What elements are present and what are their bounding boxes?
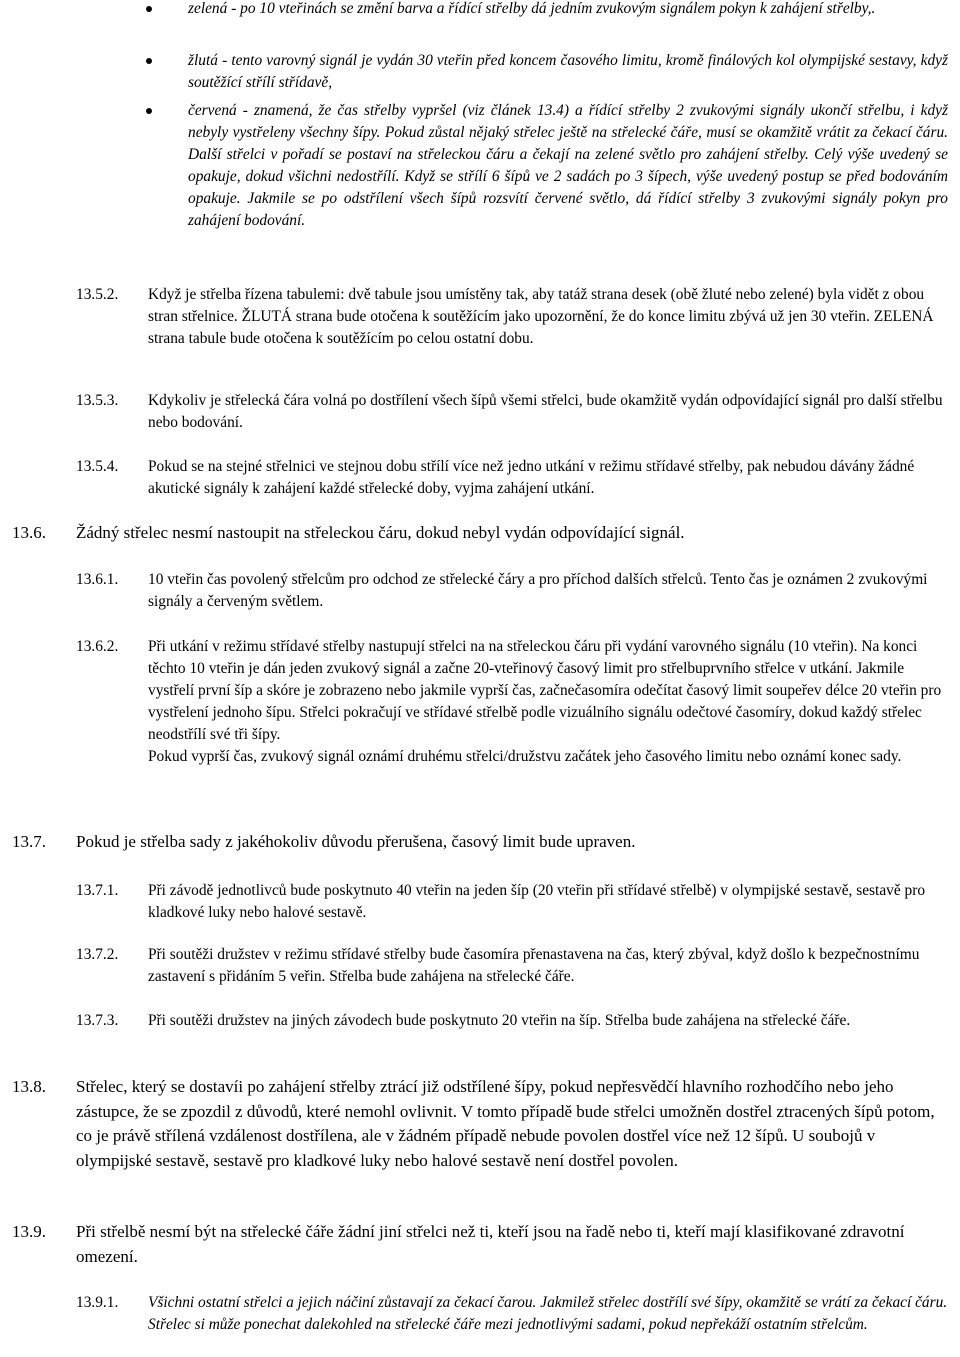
article-number: 13.7. xyxy=(12,832,46,851)
article-text: Při soutěži družstev v režimu střídavé střelby bude časomíra přenastavena na čas, který zbýval, když došlo k bezpečnostnímu zastavení s přidáním 5 veřin. Střelba bude zahájena na střelecké čáře. xyxy=(148,946,920,985)
article-number: 13.7.1. xyxy=(76,882,119,899)
article-number: 13.7.2. xyxy=(76,946,119,963)
article-text: Pokud se na stejné střelnici ve stejnou dobu střílí více než jedno utkání v režimu střídavé střelby, pak nebudou dávány žádné akutické signály k zahájení každé střelecké doby, vyjma zahájení utkání. xyxy=(148,458,915,497)
article-text: Střelec, který se dostavíi po zahájení střelby ztrácí již odstřílené šípy, pokud nepřesvědčí hlavního rozhodčího nebo jeho zástupce, že se zpozdil z důvodů, které nemohl ovlivnit. V tomto případě bude střelci umožněn dostřel ztracených šípů potom, co je právě střílená vzdálenost dostřílena, ale v žádném případě nebude povolen dostřel více než 12 šípů. U soubojů v olympijské sestavě, sestavě pro kladkové luky nebo halové sestavě není dostřel povolen. xyxy=(76,1077,935,1170)
article-text: Při závodě jednotlivců bude poskytnuto 40 vteřin na jeden šíp (20 vteřin při střídavé střelbě) v olympijské sestavě, sestavě pro kladkové luky nebo halové sestavě. xyxy=(148,882,926,921)
article-number: 13.6.2. xyxy=(76,638,119,655)
article-number: 13.7.3. xyxy=(76,1012,119,1029)
article-text: Pokud je střelba sady z jakéhokoliv důvodu přerušena, časový limit bude upraven. xyxy=(76,832,636,851)
article-text: Kdykoliv je střelecká čára volná po dostřílení všech šípů všemi střelci, bude okamžitě vydán odpovídající signál pro další střelbu nebo bodování. xyxy=(148,392,943,431)
article-text: Při soutěži družstev na jiných závodech bude poskytnuto 20 vteřin na šíp. Střelba bude zahájena na střelecké čáře. xyxy=(148,1012,851,1029)
article-text: Žádný střelec nesmí nastoupit na střeleckou čáru, dokud nebyl vydán odpovídající signál. xyxy=(76,523,685,542)
bullet-text: žlutá - tento varovný signál je vydán 30 vteřin před koncem časového limitu, kromě finálových kol olympijské sestavy, když soutěžící střílí střídavě, xyxy=(188,52,948,91)
bullet-dot-icon xyxy=(146,108,152,114)
bullet-dot-icon xyxy=(146,6,152,12)
article-number: 13.8. xyxy=(12,1077,46,1096)
article-number: 13.5.3. xyxy=(76,392,119,409)
article-number: 13.5.4. xyxy=(76,458,119,475)
article-number: 13.5.2. xyxy=(76,286,119,303)
bullet-dot-icon xyxy=(146,58,152,64)
article-text: Při utkání v režimu střídavé střelby nastupují střelci na na střeleckou čáru při vydání varovného signálu (10 vteřin). Na konci těchto 10 vteřin je dán jeden zvukový signál a začne 20-vteřinový časový limit pro střelbuprvního střelce v utkání. Jakmile vystřelí první šíp a skóre je zobrazeno nebo jakmile vyprší čas, začnečasomíra odečítat časový limit soupeřev délce 20 vteřin pro vystřelení jednoho šípu. Střelci pokračují ve střídavé střelbě podle vizuálního signálu odečtové časomíry, dokud každý střelec neodstřílí své tři šípy. xyxy=(148,638,942,743)
bullet-text: červená - znamená, že čas střelby vypršel (viz článek 13.4) a řídící střelby 2 zvukovými signály ukončí střelbu, i když nebyly vystřeleny všechny šípy. Pokud zůstal nějaký střelec ještě na střelecké čáře, musí se okamžitě vrátit za čekací čáru. Další střelci v pořadí se postaví na střeleckou čáru a čekají na zelené světlo pro zahájení střelby. Celý výše uvedený se opakuje, dokud všichni nedostřílí. Když se střílí 6 šípů ve 2 sadách po 3 šípech, výše uvedený postup se před bodováním opakuje. Jakmile se po odstřílení všech šípů rozsvítí červené světlo, dá řídící střelby 3 zvukovými signály pokyn pro zahájení bodování. xyxy=(188,102,948,229)
article-number: 13.9.1. xyxy=(76,1294,119,1311)
article-text-continued: Pokud vyprší čas, zvukový signál oznámí druhému střelci/družstvu začátek jeho časového limitu nebo oznámí konec sady. xyxy=(148,748,902,765)
article-number: 13.6. xyxy=(12,523,46,542)
article-text: Při střelbě nesmí být na střelecké čáře žádní jiní střelci než ti, kteří jsou na řadě nebo ti, kteří mají klasifikované zdravotní omezení. xyxy=(76,1222,905,1266)
article-number: 13.9. xyxy=(12,1222,46,1241)
article-text: Všichni ostatní střelci a jejich náčiní zůstavají za čekací čarou. Jakmilež střelec dostřílí své šípy, okamžitě se vrátí za čekací čáru. Střelec si může ponechat dalekohled na střelecké čáře mezi jednotlivými sadami, pokud nepřekáží ostatním střelcům. xyxy=(148,1294,948,1333)
article-text-block xyxy=(148,636,952,768)
article-number: 13.6.1. xyxy=(76,571,119,588)
bullet-text: zelená - po 10 vteřinách se změní barva a řídící střelby dá jedním zvukovým signálem pokyn k zahájení střelby,. xyxy=(188,0,876,17)
article-text: Když je střelba řízena tabulemi: dvě tabule jsou umístěny tak, aby tatáž strana desek (obě žluté nebo zelené) byla vidět z obou stran střelnice. ŽLUTÁ strana bude otočena k soutěžícím jako upozornění, že do konce limitu zbývá už jen 30 vteřin. ZELENÁ strana tabule bude otočena k soutěžícím po celou ostatní dobu. xyxy=(148,286,934,347)
article-text: 10 vteřin čas povolený střelcům pro odchod ze střelecké čáry a pro příchod dalších střelců. Tento čas je oznámen 2 zvukovými signály a červeným světlem. xyxy=(148,571,928,610)
